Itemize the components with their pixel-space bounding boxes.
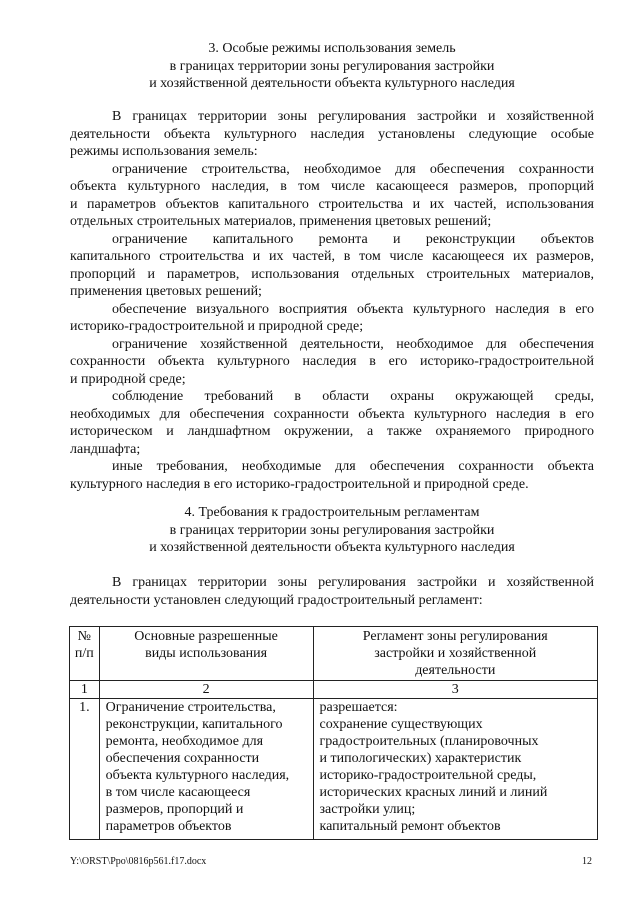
heading-line: в границах территории зоны регулирования застройки [169, 522, 495, 538]
header-text: п/п [74, 646, 94, 661]
cell-line: разрешается: [319, 700, 398, 715]
paragraph-line: В границах территории зоны регулирования застройки и хозяйственной [112, 109, 594, 124]
column-number: 3 [313, 681, 597, 699]
paragraph-line: применения цветовых решений; [70, 284, 262, 299]
paragraph-line: деятельности установлен следующий градостроительный регламент: [70, 592, 483, 608]
header-cell-uses [99, 627, 313, 681]
paragraph-line: соблюдение требований в области охраны окружающей среды, [112, 389, 594, 404]
heading-line: 3. Особые режимы использования земель [208, 41, 456, 56]
table-row [70, 699, 598, 840]
paragraph-line: деятельности объекта культурного наследия установлены следующие особые [70, 126, 594, 142]
header-text: Основные разрешенные [134, 629, 278, 644]
header-text: Регламент зоны регулирования [362, 629, 548, 644]
cell-line: исторических красных линий и линий [319, 785, 548, 800]
footer-file-path: Y:\ORST\Ppo\0816p561.f17.docx [70, 856, 207, 867]
cell-line: обеспечения сохранности [105, 751, 260, 766]
paragraph-line: историко-градостроительной и природной среде; [70, 319, 364, 334]
paragraph-line: историческом и ландшафтном окружении, а также охраняемого природного [70, 424, 594, 439]
paragraph-line: иные требования, необходимые для обеспечения сохранности объекта [112, 459, 594, 474]
header-text: № [77, 629, 92, 644]
cell-line: реконструкции, капитального [105, 717, 283, 732]
paragraph-line: В границах территории зоны регулирования застройки и хозяйственной [112, 575, 594, 590]
section-3-paragraph [70, 231, 594, 301]
paragraph-line: и природной среде; [70, 371, 186, 387]
row-number: 1. [79, 700, 90, 715]
header-text: застройки и хозяйственной [374, 646, 537, 661]
cell-line: объекта культурного наследия, [105, 768, 290, 783]
cell-line: застройки улиц; [319, 802, 416, 817]
column-number: 2 [99, 681, 313, 699]
table-header-row [70, 627, 598, 681]
cell-line: сохранение существующих [319, 717, 483, 732]
section-3-paragraph [70, 161, 594, 231]
cell-line: историко-градостроительной среды, [319, 768, 537, 783]
cell-line: размеров, пропорций и [105, 802, 244, 817]
heading-line: и хозяйственной деятельности объекта культурного наследия [149, 540, 515, 555]
cell-line: Ограничение строительства, [105, 700, 276, 715]
paragraph-line: сохранности объекта культурного наследия в его историко-градостроительной [70, 354, 594, 369]
heading-line: 4. Требования к градостроительным регламентам [184, 505, 480, 520]
cell-line: в том числе касающееся [105, 785, 251, 800]
section-3-paragraph [70, 458, 594, 493]
section-3-heading [70, 40, 594, 93]
table-column-numbers-row [70, 681, 598, 699]
heading-line: в границах территории зоны регулирования застройки [169, 58, 495, 74]
regulation-table [69, 626, 598, 840]
section-3-paragraph [70, 108, 594, 161]
cell-line: градостроительных (планировочных [319, 734, 539, 749]
section-4-paragraph [70, 574, 594, 609]
paragraph-line: культурного наследия в его историко-градостроительной и природной среде. [70, 476, 529, 492]
paragraph-line: пропорций и параметров, использования отдельных строительных материалов, [70, 266, 594, 282]
section-3-paragraph [70, 336, 594, 389]
section-4-heading [70, 504, 594, 557]
row-number-cell [70, 699, 100, 840]
paragraph-line: объекта культурного наследия, в том числе касающееся размеров, пропорций [70, 179, 594, 194]
paragraph-line: капитального строительства и их частей, в том числе касающееся их размеров, [70, 249, 594, 264]
paragraph-line: и параметров объектов капитального строительства и их частей, использования [70, 196, 594, 212]
footer-page-number: 12 [582, 856, 592, 867]
header-cell-number [70, 627, 100, 681]
paragraph-line: ограничение капитального ремонта и реконструкции объектов [112, 231, 594, 247]
header-text: виды использования [145, 646, 268, 661]
heading-line: и хозяйственной деятельности объекта культурного наследия [149, 76, 515, 91]
section-3-paragraph [70, 301, 594, 336]
paragraph-line: необходимых для обеспечения сохранности объекта культурного наследия в его [70, 406, 594, 422]
paragraph-line: обеспечение визуального восприятия объекта культурного наследия в его [112, 301, 594, 317]
header-text: деятельности [415, 663, 496, 678]
paragraph-line: режимы использования земель: [70, 144, 258, 159]
header-cell-regulation [313, 627, 597, 681]
cell-line: ремонта, необходимое для [105, 734, 264, 749]
row-uses-cell [99, 699, 313, 840]
paragraph-line: ограничение строительства, необходимое для обеспечения сохранности [112, 161, 594, 177]
paragraph-line: ландшафта; [70, 441, 141, 457]
cell-line: и типологических) характеристик [319, 751, 522, 766]
cell-line: капитальный ремонт объектов [319, 819, 501, 834]
cell-line: параметров объектов [105, 819, 232, 834]
paragraph-line: отдельных строительных материалов, применения цветовых решений; [70, 214, 492, 229]
paragraph-line: ограничение хозяйственной деятельности, необходимое для обеспечения [112, 336, 594, 352]
row-regulation-cell [313, 699, 597, 840]
column-number: 1 [70, 681, 100, 699]
section-3-paragraph [70, 388, 594, 458]
